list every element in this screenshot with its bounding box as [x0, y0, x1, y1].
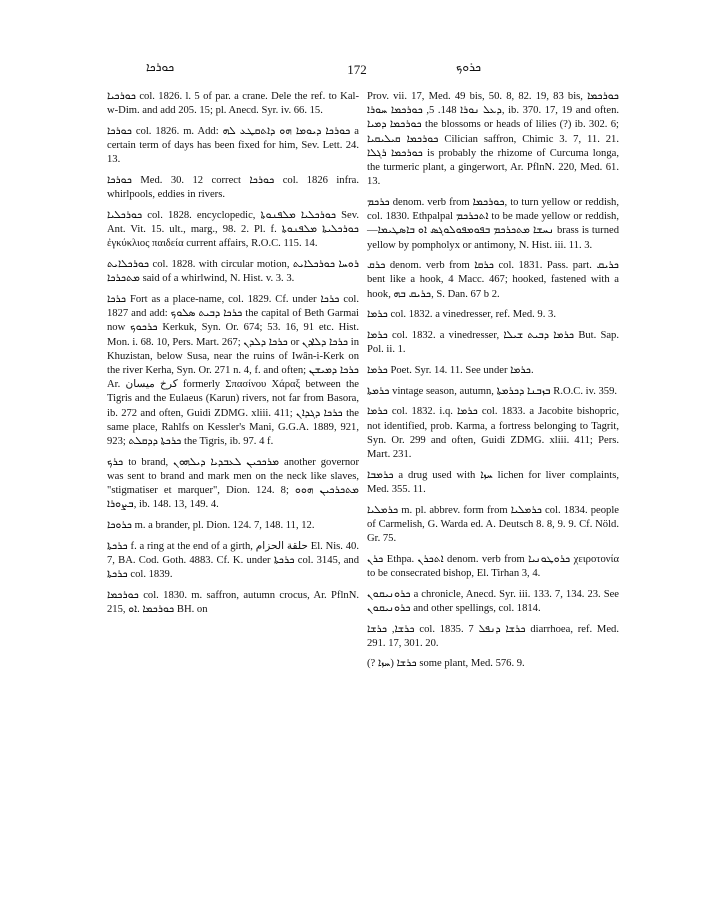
dictionary-entry: ܟܪܫܐ, ܟܪܫܐ col. 1835. 7 ܟܪܫܐ ܕܢܦܠ diarrhoea, ref. Med. 291. 17, 301. 20.: [367, 623, 619, 649]
dictionary-entry: ܟܘܪܟܡܐ col. 1830. m. saffron, autumn crocus, Ar. PflnN. 215, ܟܘܪܟܡܐ .ܐܘ BH. on: [107, 589, 359, 615]
dictionary-entry: ܟܪܟܬܐ f. a ring at the end of a girth, حلقة الحزام El. Nis. 40. 7, BA. Cod. Goth. 4883. Cf. K. under ܟܪܟܬܐ col. 3145, and ܟܪܟܬܐ col. 1839.: [107, 540, 360, 581]
dictionary-entry: ܟܪܘܢܝܩܘܢ a chronicle, Anecd. Syr. iii. 133. 7, 134. 23. See ܟܪܘܢܝܩܘܢ and other spellings, col. 1814.: [367, 588, 619, 614]
dictionary-entry: ܟܪܡܐ col. 1832. a vinedresser, ܟܪܡܐ ܕܒܝܬ ܫܝܠܐ But. Sap. Pol. ii. 1.: [367, 330, 619, 356]
dictionary-entry: ܟܘܪܟܠܐܝܬ col. 1828. with circular motion, ܪܘܚܐ ܟܘܪܟܠܐܝܬ ܡܬܟܪܟܐ said of a whirlwind, N. Hist. v. 3. 3.: [107, 259, 359, 285]
dictionary-entry: ܟܘܪܟܐ Med. 30. 12 correct ܟܘܪܟܐ col. 1826 infra. whirlpools, eddies in rivers.: [107, 175, 360, 201]
dictionary-entry: ܟܘܪܟܐ col. 1826. m. Add: ܟܘܪܟܐ ܕܝܘܡܐ ܗܘ ܕܐܬܩܛܥ ܠܗ a certain term of days has been fixed for him, Sev. Lett. 24. 13.: [107, 125, 360, 166]
dictionary-entry: ܟܪܡܬܐ vintage season, autumn, ܒܙܒܢܐ ܕܟܪܡܬܐ R.O.C. iv. 359.: [367, 385, 618, 397]
left-column: [107, 90, 359, 624]
dictionary-entry: ܟܪܟܐ Fort as a place-name, col. 1829. Cf. under ܟܪܟܐ col. 1827 and add: ܟܪܟܐ ܕܒܝܬ ܣܠܘܟ the capital of Beth Garmai now ܟܪܟܘܟ Kerkuk, Syn. Or. 674; 53. 16, 91 etc. Hist. Mon. i. 68. 10, Pers. Mart. 267; ܟܪܟܐ ܕܠܕܢ or ܟܪܟܐ ܕܠܐܕܢ in Khuzistan, below Susa, near the ruins of Iwân-i-Kerk on the river Kerha, Syn. Or. 271 n. 4, f. and often; ܟܪܟܐ ܕܡܝܫܢ Ar. كرخ ميسان formerly Σπασίνου Χάραξ between the Tigris and the Eulaeus (Karun) rivers, not far from Basora, ib. 272 and often, Guidi ZDMG. xliii. 411; ܟܪܟܐ ܕܓܕܐܢ the same place, Rahlfs on Kessler's Mani, G.G.A. 1889, 921, 923; ܟܪܟܬܐ ܕܕܩܠܬ the Tigris, ib. 97. 4 f.: [107, 293, 360, 447]
dictionary-entry: ܟܪܟܡ denom. verb from ܟܘܪܟܡܐ, to turn yellow or reddish, col. 1830. Ethpalpal ܐܬܟܪܟܡ to be made yellow or reddish, —ܢܚܫܐ ܡܬܟܪܟܡ ܒܦܘܡܦܘܠܘܓܣ ܐܘ ܒܐܣܛܝܡܐ brass is turned yellow by pompholyx or antimony, N. Hist. iii. 11. 3.: [367, 196, 619, 251]
dictionary-entry: ܟܪܡܒܐ a drug used with ܚܙܐ lichen for liver complaints, Med. 355. 11.: [367, 469, 619, 495]
dictionary-entry: ܟܪܩ denom. verb from ܟܪܩܐ col. 1831. Pass. part. ܟܪܝܩ bent like a hook, 4 Macc. 467; hooked, fastened with a hook, ܟܪܝܩ ܒܗ, S. Dan. 67 b 2.: [367, 260, 619, 300]
page-number: 172: [347, 62, 367, 77]
dictionary-entry: ܟܪܡܐ col. 1832. a vinedresser, ref. Med. 9. 3.: [367, 309, 556, 321]
dictionary-entry: ܟܪܡܐ Poet. Syr. 14. 11. See under ܟܪܡܐ.: [367, 364, 534, 376]
dictionary-entry: ܟܪܟ to brand, ܡܪܟܟܝܢ ܠܥܒܕܝܐ ܕܝܠܗܘܢ another governor was sent to brand and mark men on the neck like slaves, "stigmatiser et marquer", Dion. 124. 8; ܡܬܟܪܟܝܢ ܗܘܘ ܒܨܘܪܐ, ib. 148. 13, 149. 4.: [107, 456, 359, 511]
dictionary-entry: ܟܪܫܐ (ܚܙܐ ?) some plant, Med. 576. 9.: [367, 658, 525, 670]
dictionary-entry: ܟܘܪܟܠܝܐ col. 1828. encyclopedic, ܟܘܪܟܠܝܐ ܡܠܦܢܘܬܐ Sev. Ant. Vit. 15. ult., marg., 98. 2. Pl. f. ܟܘܪܟܠܝܬܐ ܡܠܦܢܘܬܐ ἐγκύκλιος παιδεία current affairs, R.O.C. 115. 14.: [107, 209, 360, 250]
dictionary-entry: ܟܪܘܟܐ m. a brander, pl. Dion. 124. 7, 148. 11, 12.: [107, 519, 315, 531]
dictionary-entry: ܟܪܡܠܝܐ m. pl. abbrev. form from ܟܪܡܠܝܐ col. 1834. people of Carmelish, G. Warda ed. A. Deutsch 8. 8, 9. 9. Cf. Nöld. Gr. 75.: [367, 504, 619, 544]
dictionary-entry: Prov. vii. 17, Med. 49 bis, 50. 8, 82. 19, 83 bis, ܟܘܪܟܡܐ ܕܥܠ ܢܘܪܐ 148. 5, ܟܘܪܟܡܐ ܚܘܪܐ, ib. 370. 17, 19 and often. ܟܘܪܟܡܐ ܕܡܝܐ the blossoms or heads of lilies (?) ib. 302. 6; ܟܘܪܟܡܐ ܩܝܠܝܩܝܐ Cilician saffron, Chimic 3. 7, 11. 21. ܟܘܪܟܡܐ ܪܓܠܐ is probably the rhizome of Curcuma longa, the turmeric plant, a gingerwort, Ar. PflnN. 220, Med. 61. 13.: [367, 91, 620, 188]
left-running-head: ܟܘܪܟܐ: [146, 60, 175, 74]
dictionary-entry: ܟܘܪܟܝܐ col. 1826. l. 5 of par. a crane. Dele the ref. to Kal-w-Dim. and add 205. 15; pl. Anecd. Syr. iv. 66. 15.: [107, 91, 359, 117]
right-column: [367, 90, 619, 678]
dictionary-entry: ܟܪܢ Ethpa. ܐܬܟܪܢ denom. verb from ܟܪܘܛܘܢܝܐ χειροτονία to be consecrated bishop, El. Tirhan 3, 4.: [367, 553, 619, 579]
dictionary-entry: ܟܪܡܐ col. 1832. i.q. ܟܪܡܐ col. 1833. a Jacobite bishopric, not identified, prob. Karma, a fortress belonging to Tagrit, Syn. Or. 299 and often, Guidi ZDMG. xliii. 411; Pers. Mart. 231.: [367, 406, 619, 460]
right-running-head: ܟܪܘܟ: [456, 60, 482, 74]
